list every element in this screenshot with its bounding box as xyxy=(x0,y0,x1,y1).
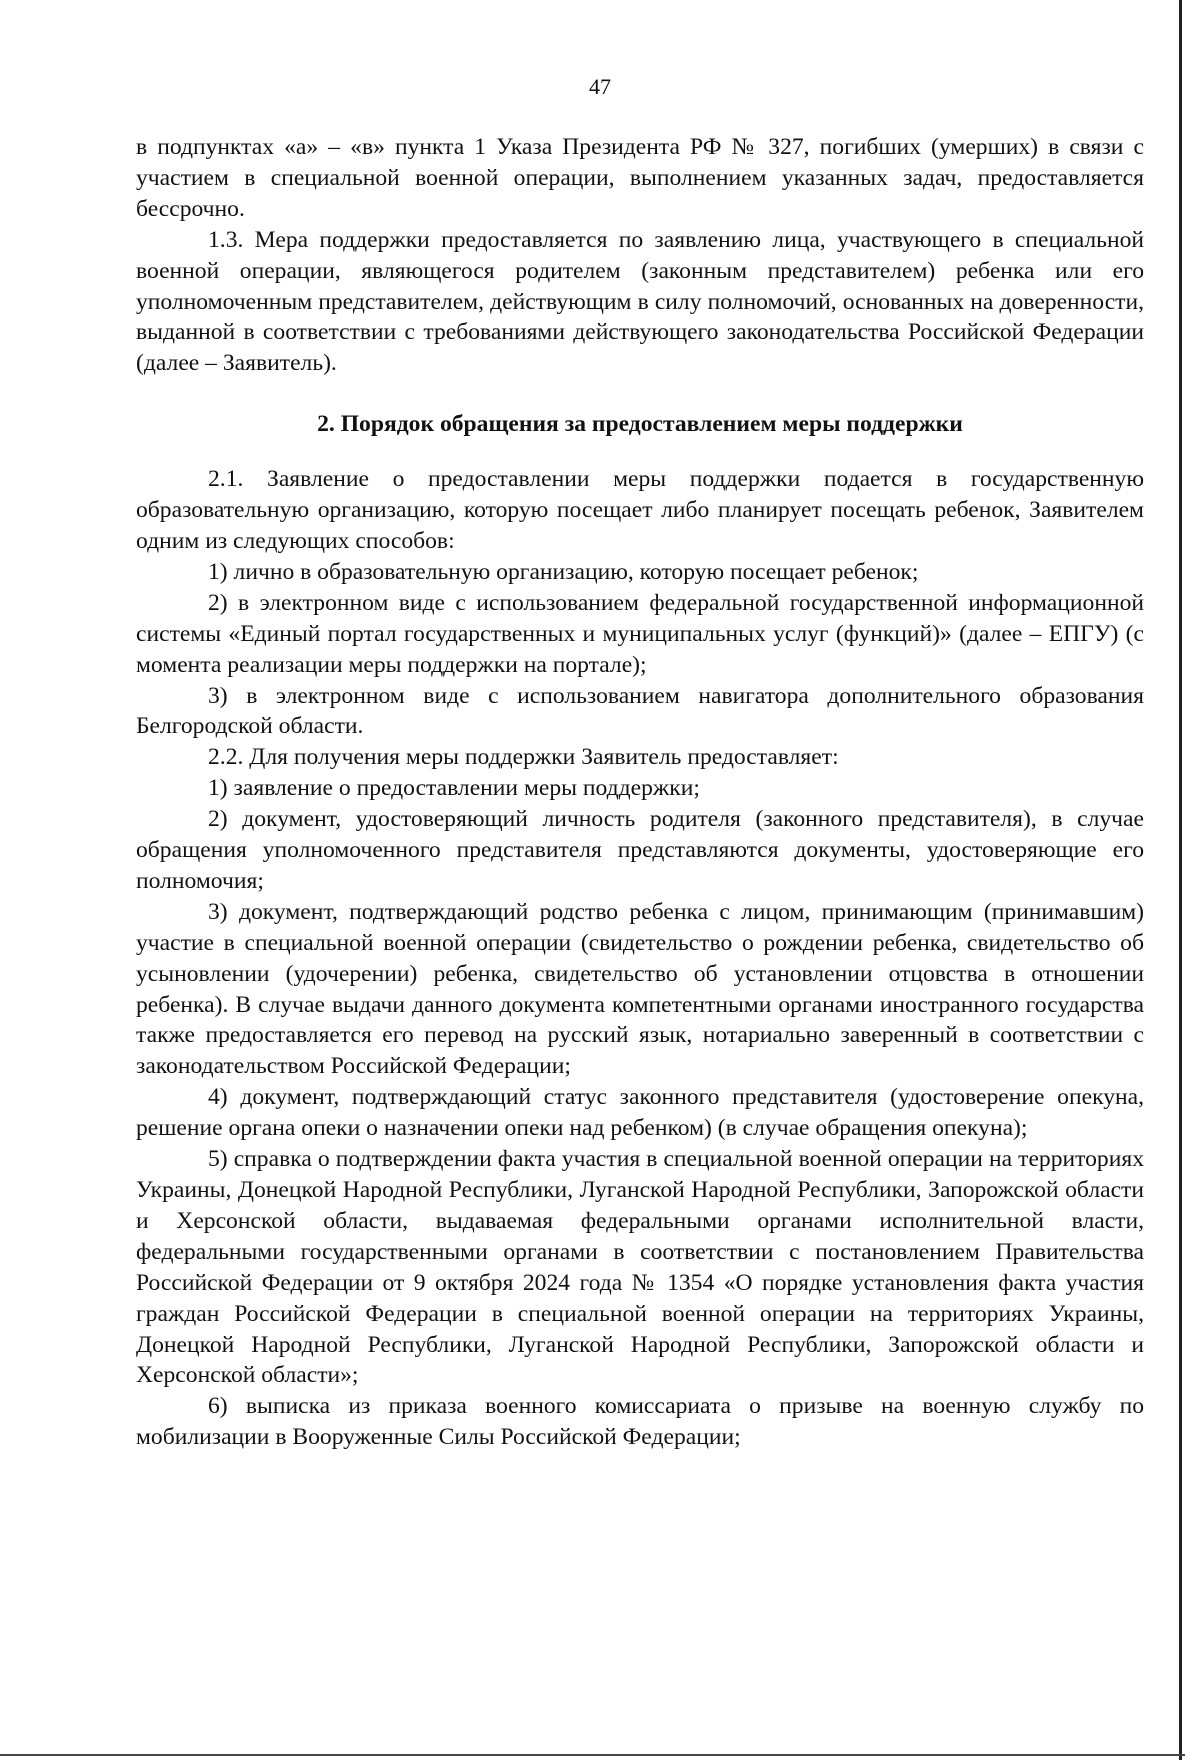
scan-right-edge xyxy=(1179,0,1182,1760)
list-item-2-2-3: 3) документ, подтверждающий родство ребенка с лицом, принимающим (принимавшим) участие в специальной военной операции (свидетельство о рождении ребенка, свидетельство об усыновлении (удочерении) ребенка, свидетельство об установлении отцовства в отношении ребенка). В случае выдачи данного документа компетентными органами иностранного государства также предоставляется его перевод на русский язык, нотариально заверенный в соответствии с законодательством Российской Федерации; xyxy=(136,898,1144,1080)
section-heading: 2. Порядок обращения за предоставлением меры поддержки xyxy=(317,411,963,438)
paragraph-1-3: 1.3. Мера поддержки предоставляется по заявлению лица, участвующего в специальной военной операции, являющегося родителем (законным представителем) ребенка или его уполномоченным представителем, действующим в силу полномочий, основанных на доверенности, выданной в соответствии с требованиями действующего законодательства Российской Федерации (далее – Заявитель). xyxy=(136,226,1144,377)
page-number: 47 xyxy=(589,74,611,99)
list-item-2-2-5: 5) справка о подтверждении факта участия в специальной военной операции на территориях Украины, Донецкой Народной Республики, Луганской Народной Республики, Запорожской области и Херсонской области, выдаваемая федеральными органами исполнительной власти, федеральными государственными органами в соответствии с постановлением Правительства Российской Федерации от 9 октября 2024 года № 1354 «О порядке установления факта участия граждан Российской Федерации в специальной военной операции на территориях Украины, Донецкой Народной Республики, Луганской Народной Республики, Запорожской области и Херсонской области»; xyxy=(136,1146,1144,1389)
paragraph-2-2: 2.2. Для получения меры поддержки Заявитель предоставляет: xyxy=(208,744,839,771)
scan-bottom-edge xyxy=(0,1754,1185,1756)
list-item-2-2-2: 2) документ, удостоверяющий личность родителя (законного представителя), в случае обращения уполномоченного представителя представляются документы, удостоверяющие его полномочия; xyxy=(136,806,1144,894)
list-item-2-2-4: 4) документ, подтверждающий статус законного представителя (удостоверение опекуна, решение органа опеки о назначении опеки над ребенком) (в случае обращения опекуна); xyxy=(136,1084,1144,1142)
list-item-2-1-1: 1) лично в образовательную организацию, которую посещает ребенок; xyxy=(208,558,919,585)
paragraph-continuation: в подпунктах «а» – «в» пункта 1 Указа Президента РФ № 327, погибших (умерших) в связи с участием в специальной военной операции, выполнением указанных задач, предоставляется бессрочно. xyxy=(136,134,1144,222)
document-body xyxy=(136,132,1144,1453)
list-item-2-2-6: 6) выписка из приказа военного комиссариата о призыве на военную службу по мобилизации в Вооруженные Силы Российской Федерации; xyxy=(136,1393,1144,1451)
list-item-2-1-3: 3) в электронном виде с использованием навигатора дополнительного образования Белгородской области. xyxy=(136,682,1144,740)
paragraph-2-1: 2.1. Заявление о предоставлении меры поддержки подается в государственную образовательную организацию, которую посещает либо планирует посещать ребенок, Заявителем одним из следующих способов: xyxy=(136,466,1144,554)
list-item-2-1-2: 2) в электронном виде с использованием федеральной государственной информационной системы «Единый портал государственных и муниципальных услуг (функций)» (далее – ЕПГУ) (с момента реализации меры поддержки на портале); xyxy=(136,589,1144,678)
list-item-2-2-1: 1) заявление о предоставлении меры поддержки; xyxy=(208,775,700,802)
